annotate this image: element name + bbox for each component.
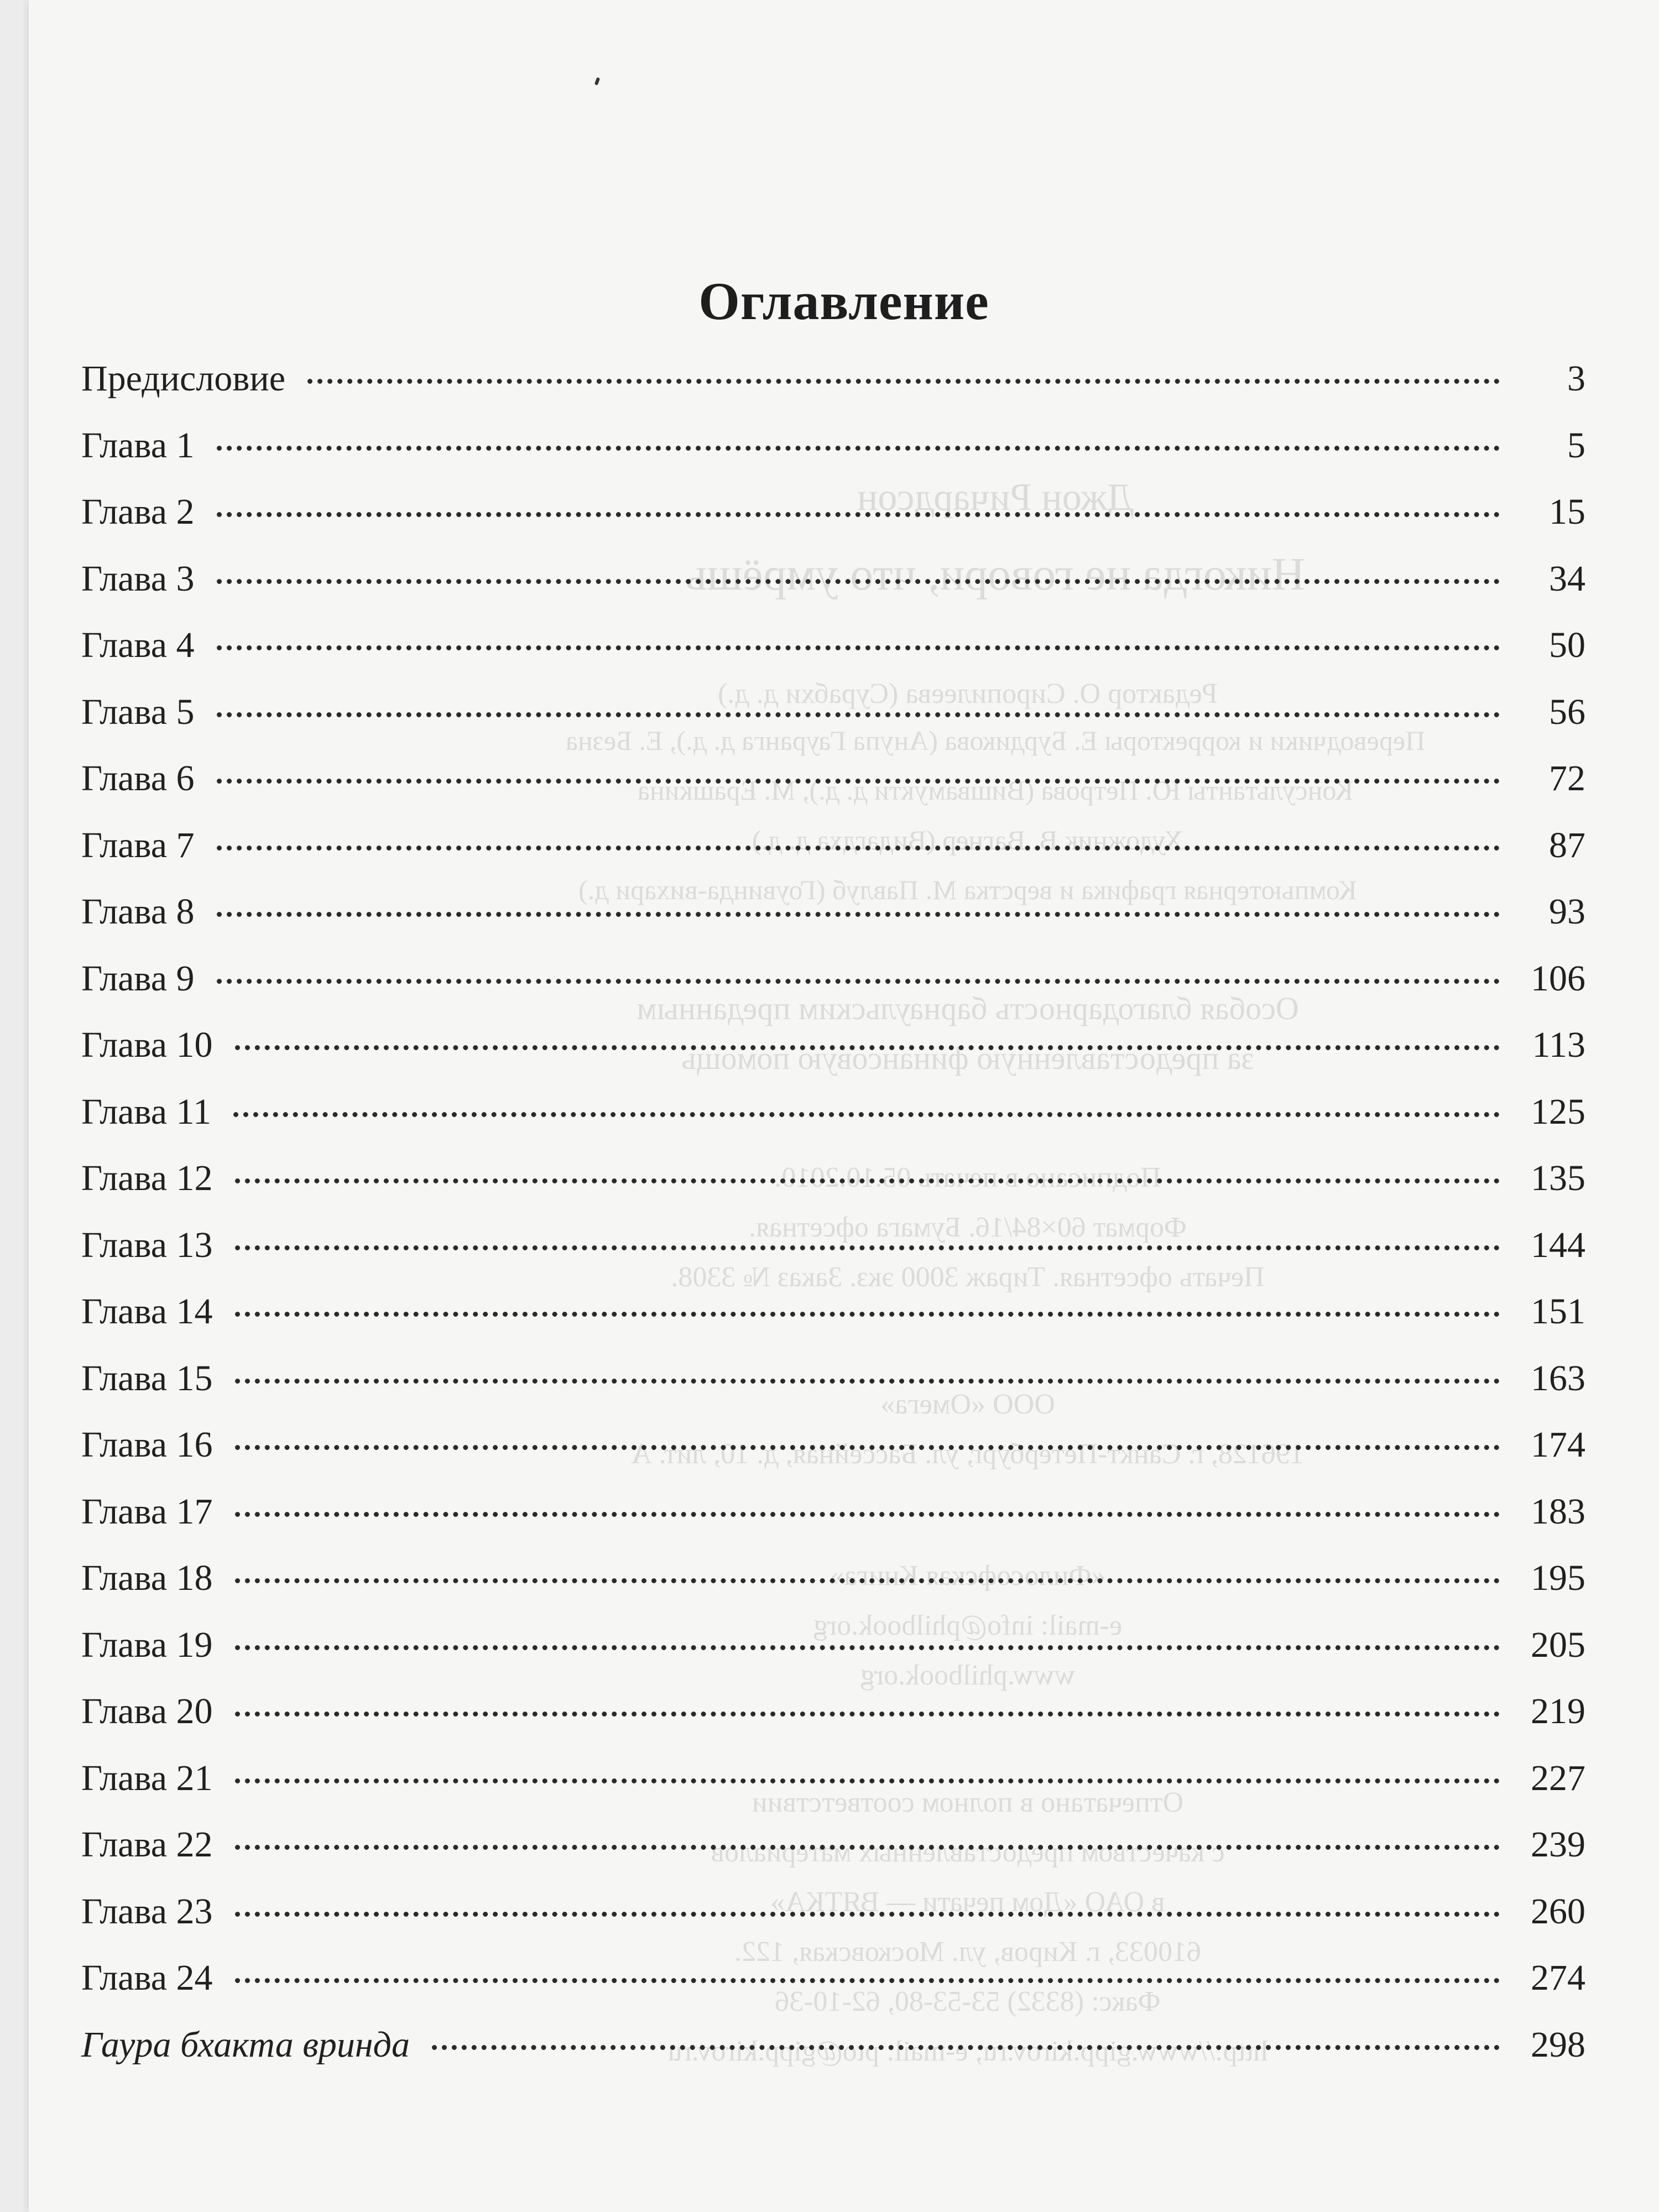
dot-leader <box>235 1578 1500 1583</box>
toc-entry-page: 183 <box>1531 1491 1585 1532</box>
toc-entry-page: 93 <box>1549 891 1585 932</box>
bleed-through-line: Редактор О. Сиропилеева (Сурабхи д. д.) <box>718 678 1218 709</box>
dot-leader <box>217 779 1500 784</box>
dot-leader <box>217 912 1500 917</box>
toc-entry-label: Глава 22 <box>81 1824 213 1865</box>
dot-leader <box>233 1112 1500 1117</box>
toc-entry <box>81 1678 1585 1745</box>
toc-entry <box>81 1545 1585 1612</box>
dot-leader <box>235 1379 1500 1384</box>
bleed-through-line: Особая благодарность барнаульским преданным <box>637 990 1299 1026</box>
bleed-through-line: 196128, г. Санкт-Петербург, ул. Бассейная, д. 10, лит. А <box>631 1438 1305 1470</box>
toc-entry <box>81 546 1585 613</box>
toc-entry <box>81 1812 1585 1879</box>
toc-entry-page: 15 <box>1549 492 1585 532</box>
dot-leader <box>217 712 1500 717</box>
toc-entry-page: 227 <box>1531 1757 1585 1798</box>
toc-entry-page: 195 <box>1531 1558 1585 1598</box>
dot-leader <box>235 1645 1500 1650</box>
toc-entry-page: 274 <box>1531 1958 1585 1998</box>
toc-entry-label: Глава 20 <box>81 1691 213 1731</box>
bleed-through-line: Факс: (8332) 53-53-80, 62-10-36 <box>775 1986 1161 2017</box>
dot-leader <box>217 979 1500 984</box>
toc-entry <box>81 812 1585 879</box>
dot-leader <box>235 1245 1500 1250</box>
bleed-through-line: Джон Ричардсон <box>857 476 1134 519</box>
bleed-through-line: Формат 60×84/16. Бумага офсетная. <box>748 1212 1187 1243</box>
toc-entry <box>81 346 1585 413</box>
dot-leader <box>235 1312 1500 1317</box>
toc-entry-page: 163 <box>1531 1358 1585 1399</box>
toc-entry <box>81 1345 1585 1412</box>
toc-entry <box>81 879 1585 946</box>
toc-entry-page: 205 <box>1531 1624 1585 1665</box>
toc-entry <box>81 479 1585 546</box>
dot-leader <box>235 1712 1500 1717</box>
bleed-through-line: с качеством предоставленных материалов <box>711 1837 1225 1868</box>
toc-entry <box>81 1012 1585 1079</box>
bleed-through-line: Подписано в печать 05.10.2010. <box>774 1162 1161 1193</box>
bleed-through-line: за предоставленную финансовую помощь <box>681 1040 1254 1076</box>
dot-leader <box>235 1512 1500 1517</box>
toc-entry-page: 56 <box>1549 691 1585 732</box>
bleed-through-line: Отпечатано в полном соответствии <box>752 1787 1184 1818</box>
bleed-through-line: ООО «Омега» <box>880 1389 1055 1420</box>
dot-leader <box>235 1045 1500 1050</box>
toc-entry <box>81 413 1585 479</box>
bleed-through-line: e-mail: info@philbook.org <box>813 1610 1123 1641</box>
dot-leader <box>307 379 1500 384</box>
dot-leader <box>235 1845 1500 1850</box>
toc-entry-page: 50 <box>1549 625 1585 665</box>
bleed-through-line: в ОАО «Дом печати — ВЯТКА» <box>770 1886 1165 1918</box>
toc-entry-label: Предисловие <box>81 358 285 399</box>
toc-entry-page: 219 <box>1531 1691 1585 1731</box>
toc-entry <box>81 1079 1585 1146</box>
toc-entry <box>81 1479 1585 1546</box>
toc-entry <box>81 1212 1585 1279</box>
dot-leader <box>217 645 1500 650</box>
toc-entry-page: 72 <box>1549 758 1585 799</box>
toc-entry-page: 106 <box>1531 958 1585 999</box>
toc-entry <box>81 1145 1585 1212</box>
toc-entry-label: Глава 1 <box>81 425 195 466</box>
toc-entry-label: Глава 19 <box>81 1624 213 1665</box>
toc-entry-label: Глава 7 <box>81 825 195 865</box>
toc-entry <box>81 1279 1585 1345</box>
dot-leader <box>235 1978 1500 1983</box>
toc-entry <box>81 2012 1585 2079</box>
toc-entry-label: Глава 6 <box>81 758 195 799</box>
dot-leader <box>235 1445 1500 1450</box>
dot-leader <box>432 2045 1500 2050</box>
bleed-through-line: http://www.gipp.kirov.ru; e-mail: pto@gipp.kirov.ru <box>667 2036 1268 2067</box>
toc-entry-label: Глава 16 <box>81 1425 213 1465</box>
toc-entry <box>81 1879 1585 1945</box>
toc-entry-label: Глава 4 <box>81 625 195 665</box>
bleed-through-line: 610033, г. Киров, ул. Московская, 122. <box>734 1936 1201 1968</box>
toc-entry <box>81 946 1585 1013</box>
toc-entry-page: 135 <box>1531 1158 1585 1198</box>
bleed-through-line: www.philbook.org <box>860 1660 1076 1691</box>
dot-leader <box>217 846 1500 851</box>
toc-entry-label: Глава 10 <box>81 1025 213 1065</box>
toc-entry-label: Глава 8 <box>81 891 195 932</box>
book-page <box>29 0 1659 2212</box>
toc-entry-label: Глава 5 <box>81 691 195 732</box>
toc-entry-page: 5 <box>1567 425 1585 466</box>
toc-entry-label: Глава 12 <box>81 1158 213 1198</box>
dot-leader <box>235 1178 1500 1183</box>
bleed-through-line: Переводчики и корректоры Е. Бурдикова (Анупа Гауранга д. д.), Е. Безна <box>565 725 1426 756</box>
toc-entry <box>81 679 1585 746</box>
paper-speck <box>594 77 600 85</box>
toc-entry <box>81 612 1585 679</box>
toc-entry-page: 260 <box>1531 1891 1585 1932</box>
toc-entry-page: 125 <box>1531 1091 1585 1132</box>
toc-entry-page: 87 <box>1549 825 1585 865</box>
bleed-through-line: «Философская Книга» <box>830 1560 1106 1592</box>
toc-entry-label: Глава 18 <box>81 1558 213 1598</box>
toc-entry-label: Глава 24 <box>81 1958 213 1998</box>
toc-entry-page: 3 <box>1567 358 1585 399</box>
toc-entry <box>81 1945 1585 2012</box>
toc-entry-label: Глава 14 <box>81 1291 213 1332</box>
bleed-through-line: Консультанты Ю. Петрова (Вишвамукти д. д.), М. Ерашкина <box>637 775 1354 806</box>
toc-entry-page: 174 <box>1531 1425 1585 1465</box>
toc-entry-label: Гаура бхакта вринда <box>81 2024 410 2065</box>
toc-entry-label: Глава 3 <box>81 558 195 599</box>
toc-entry-label: Глава 17 <box>81 1491 213 1532</box>
dot-leader <box>217 512 1500 517</box>
page-title: Оглавление <box>698 272 989 331</box>
table-of-contents <box>81 346 1585 2078</box>
toc-entry <box>81 745 1585 812</box>
dot-leader <box>217 446 1500 451</box>
toc-entry <box>81 1612 1585 1679</box>
toc-entry-label: Глава 2 <box>81 492 195 532</box>
bleed-through-line: Компьютерная графика и верстка М. Павлуб (Гоувинда-вихари д.) <box>578 874 1357 905</box>
toc-entry-label: Глава 15 <box>81 1358 213 1399</box>
dot-leader <box>217 579 1500 584</box>
toc-entry <box>81 1412 1585 1479</box>
toc-entry-page: 34 <box>1549 558 1585 599</box>
toc-entry-page: 144 <box>1531 1224 1585 1265</box>
toc-entry-label: Глава 11 <box>81 1091 212 1132</box>
toc-entry-label: Глава 21 <box>81 1757 213 1798</box>
dot-leader <box>235 1912 1500 1917</box>
toc-entry-page: 298 <box>1531 2024 1585 2065</box>
toc-entry-label: Глава 13 <box>81 1224 213 1265</box>
bleed-through-line: Печать офсетная. Тираж 3000 экз. Заказ № 3308. <box>671 1261 1265 1293</box>
toc-entry-label: Глава 23 <box>81 1891 213 1932</box>
bleed-through-line: Художник В. Вагнер (Видагдха д. д.) <box>752 825 1184 855</box>
toc-entry-page: 113 <box>1532 1025 1585 1065</box>
toc-entry <box>81 1745 1585 1812</box>
toc-entry-page: 151 <box>1531 1291 1585 1332</box>
toc-entry-label: Глава 9 <box>81 958 195 999</box>
bleed-through-line: Никогда не говори, что умрёшь <box>685 549 1306 600</box>
dot-leader <box>235 1778 1500 1783</box>
toc-entry-page: 239 <box>1531 1824 1585 1865</box>
